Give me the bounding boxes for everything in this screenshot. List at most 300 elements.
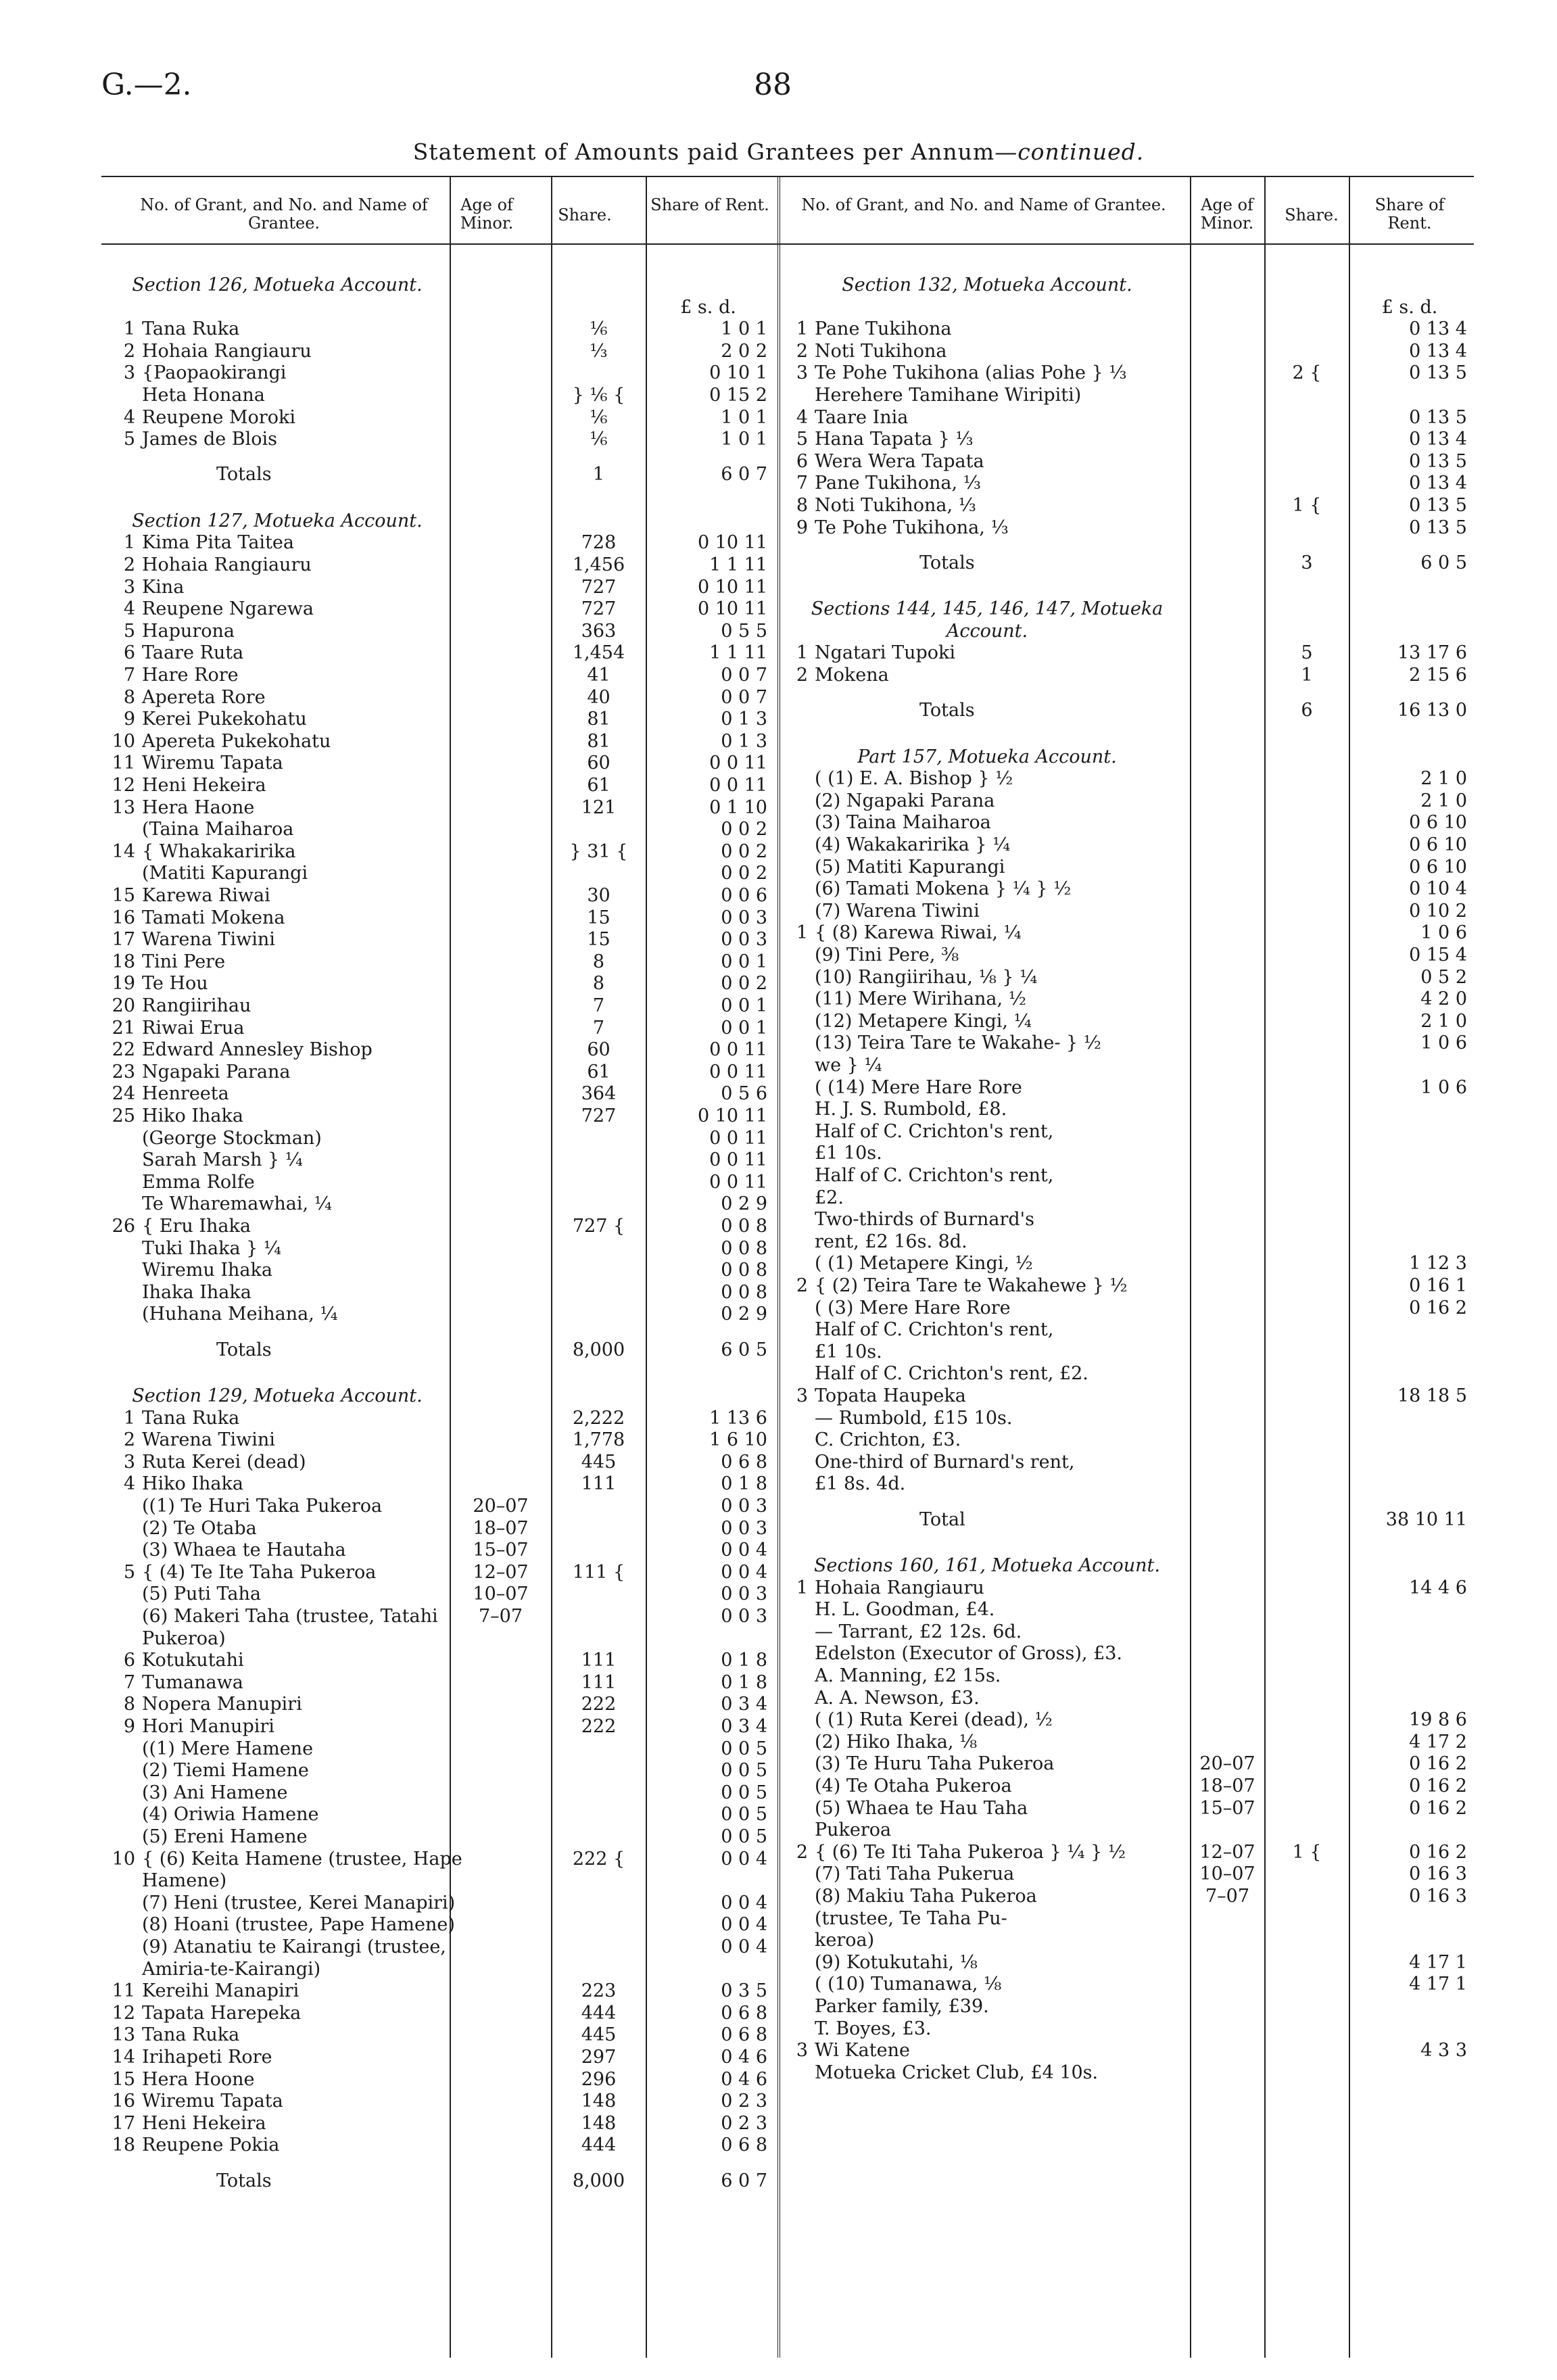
rent-amount: 0 0 11	[709, 1149, 767, 1171]
grantee-share: 222	[581, 1716, 617, 1738]
minor-age: 15–07	[473, 1540, 529, 1561]
rent-amount: 0 16 2	[1409, 1797, 1467, 1819]
rent-amount: 2 1 0	[1420, 768, 1467, 790]
grantee-share: 728	[581, 532, 617, 554]
rent-amount: 0 6 10	[1409, 812, 1467, 834]
grantee-name: { (6) Keita Hamene (trustee, Hape	[142, 1848, 462, 1870]
rent-amount: 0 0 8	[721, 1260, 767, 1281]
rent-amount: 0 0 4	[721, 1914, 767, 1936]
left-share-divider	[551, 177, 552, 2358]
grant-number: 14	[112, 2047, 135, 2068]
rent-amount: 0 0 3	[721, 929, 767, 951]
grantee-name: Edward Annesley Bishop	[142, 1039, 373, 1061]
minor-age: 18–07	[473, 1517, 529, 1539]
currency-header: £ s. d.	[1381, 296, 1438, 318]
rent-amount: 0 13 5	[1409, 495, 1467, 516]
right-rent-divider	[1349, 177, 1350, 2358]
grant-number: 12	[112, 2002, 135, 2024]
grantee-name: ((1) Te Huri Taka Pukeroa	[142, 1496, 383, 1517]
grantee-name: ( (3) Mere Hare Rore	[815, 1297, 1011, 1318]
rent-amount: 0 4 6	[721, 2068, 767, 2090]
grant-number: 25	[112, 1105, 135, 1127]
grantee-share: 41	[587, 665, 610, 686]
grant-number: 5	[123, 620, 135, 642]
minor-age: 7–07	[478, 1606, 523, 1627]
minor-age: 20–07	[473, 1496, 529, 1517]
grant-number: 3	[796, 362, 808, 384]
totals-share: 8,000	[572, 1339, 625, 1360]
rent-amount: 4 3 3	[1420, 2040, 1467, 2062]
totals-rent: 16 13 0	[1397, 700, 1467, 721]
rent-amount: 0 16 3	[1409, 1886, 1467, 1907]
grant-number: 7	[796, 473, 808, 494]
grantee-share: 1,456	[572, 554, 625, 576]
rent-amount: 0 1 3	[721, 709, 767, 730]
grant-number: 8	[123, 1694, 135, 1715]
grantee-name: { Eru Ihaka	[142, 1216, 251, 1237]
section-heading: Account.	[946, 620, 1028, 642]
rent-amount: 0 4 6	[721, 2047, 767, 2068]
grant-number: 16	[112, 907, 135, 928]
grantee-name: Heni Hekeira	[142, 775, 266, 796]
grantee-name: Te Pohe Tukihona (alias Pohe } ⅓	[815, 362, 1127, 384]
grantee-name: Wi Katene	[815, 2040, 910, 2062]
grantee-share: 15	[587, 929, 610, 951]
rent-amount: 18 18 5	[1397, 1385, 1467, 1407]
grant-number: 8	[123, 686, 135, 708]
minor-age: 18–07	[1199, 1776, 1255, 1797]
rent-amount: 0 0 11	[709, 1061, 767, 1082]
grantee-name: Te Hou	[142, 973, 208, 995]
totals-rent: 6 0 5	[1420, 552, 1467, 573]
rent-amount: 0 0 4	[721, 1561, 767, 1583]
totals-rent: 38 10 11	[1385, 1508, 1467, 1530]
rent-amount: 0 0 1	[721, 1017, 767, 1039]
section-heading: Section 129, Motueka Account.	[132, 1385, 423, 1407]
rent-amount: 0 1 8	[721, 1473, 767, 1495]
grantee-share: } 31 {	[569, 840, 628, 862]
grant-number: 4	[123, 1473, 135, 1495]
grantee-name: A. Manning, £2 15s.	[815, 1665, 1001, 1687]
header-rule	[101, 243, 1474, 245]
rent-amount: 1 1 11	[709, 554, 767, 576]
grantee-share: } ⅙ {	[572, 385, 625, 406]
rent-amount: 0 16 2	[1409, 1776, 1467, 1797]
grantee-name: Tini Pere	[142, 951, 226, 972]
section-heading: Sections 160, 161, Motueka Account.	[814, 1555, 1160, 1577]
grantee-name: Nopera Manupiri	[142, 1694, 302, 1715]
grantee-name: (trustee, Te Taha Pu-	[815, 1907, 1007, 1929]
grantee-name: Amiria-te-Kairangi)	[142, 1958, 321, 1980]
top-rule	[101, 176, 1474, 177]
grant-number: 4	[123, 406, 135, 428]
grantee-name: Wiremu Ihaka	[142, 1260, 272, 1281]
grantee-name: Emma Rolfe	[142, 1171, 255, 1193]
grantee-name: Taare Ruta	[142, 642, 244, 664]
grant-number: 1	[796, 922, 808, 944]
grantee-name: Edelston (Executor of Gross), £3.	[815, 1643, 1123, 1665]
grantee-name: Hohaia Rangiauru	[142, 554, 312, 576]
left-col-age-header: Age of Minor.	[460, 195, 514, 233]
right-col-age-header: Age of Minor.	[1200, 195, 1254, 233]
grant-number: 2	[123, 340, 135, 362]
rent-amount: 1 0 6	[1420, 1032, 1467, 1054]
grantee-name: Taare Inia	[815, 406, 909, 428]
grantee-share: 727	[581, 576, 617, 598]
grant-number: 6	[123, 1650, 135, 1671]
grantee-name: (4) Te Otaha Pukeroa	[815, 1776, 1012, 1797]
rent-amount: 4 17 1	[1409, 1951, 1467, 1973]
rent-amount: 0 1 3	[721, 730, 767, 752]
grant-number: 18	[112, 951, 135, 972]
grantee-name: Tana Ruka	[142, 1407, 240, 1429]
grantee-name: (10) Rangiirihau, ⅛ } ¼	[815, 966, 1038, 988]
grantee-name: Henreeta	[142, 1083, 229, 1105]
rent-amount: 2 15 6	[1409, 665, 1467, 686]
grant-number: 10	[112, 730, 135, 752]
rent-amount: 1 0 6	[1420, 922, 1467, 944]
grantee-name: Half of C. Crichton's rent,	[815, 1120, 1054, 1142]
grantee-name: Heni Hekeira	[142, 2112, 266, 2134]
minor-age: 10–07	[473, 1584, 529, 1605]
totals-label: Totals	[919, 552, 975, 573]
rent-amount: 1 0 1	[721, 406, 767, 428]
grantee-name: Half of C. Crichton's rent,	[815, 1165, 1054, 1187]
grantee-name: Hiko Ihaka	[142, 1105, 243, 1127]
grantee-share: 1 {	[1292, 1841, 1322, 1863]
grantee-name: (4) Oriwia Hamene	[142, 1804, 319, 1826]
grant-number: 1	[123, 1407, 135, 1429]
grantee-name: (5) Puti Taha	[142, 1584, 261, 1605]
grantee-share: 2 {	[1292, 362, 1322, 384]
totals-label: Totals	[919, 700, 975, 721]
grantee-share: 727 {	[572, 1216, 625, 1237]
rent-amount: 0 6 8	[721, 1451, 767, 1473]
grantee-share: 363	[581, 620, 617, 642]
rent-amount: 0 5 2	[1420, 966, 1467, 988]
grantee-name: Heta Honana	[142, 385, 265, 406]
grantee-share: 60	[587, 753, 610, 774]
grantee-name: {Paopaokirangi	[142, 362, 287, 384]
grantee-name: Warena Tiwini	[142, 1429, 275, 1451]
rent-amount: 0 2 3	[721, 2112, 767, 2134]
rent-amount: 0 0 8	[721, 1216, 767, 1237]
grantee-name: (George Stockman)	[142, 1127, 322, 1149]
grantee-name: Hamene)	[142, 1870, 227, 1892]
rent-amount: 0 0 1	[721, 951, 767, 972]
grantee-name: Half of C. Crichton's rent,	[815, 1319, 1054, 1341]
rent-amount: 0 0 4	[721, 1892, 767, 1913]
grantee-share: 60	[587, 1039, 610, 1061]
rent-amount: 2 0 2	[721, 340, 767, 362]
grant-number: 6	[796, 450, 808, 472]
grantee-name: — Rumbold, £15 10s.	[815, 1407, 1013, 1429]
grant-number: 21	[112, 1017, 135, 1039]
grantee-share: 111	[581, 1650, 617, 1671]
rent-amount: 0 0 11	[709, 775, 767, 796]
rent-amount: 0 5 6	[721, 1083, 767, 1105]
totals-share: 3	[1301, 552, 1313, 573]
rent-amount: 0 16 2	[1409, 1753, 1467, 1775]
grantee-name: (Taina Maiharoa	[142, 819, 294, 840]
grant-number: 13	[112, 2024, 135, 2046]
grantee-name: Tana Ruka	[142, 318, 240, 340]
grantee-name: (3) Whaea te Hautaha	[142, 1540, 346, 1561]
grantee-name: One-third of Burnard's rent,	[815, 1451, 1075, 1473]
grantee-name: Half of C. Crichton's rent, £2.	[815, 1363, 1088, 1385]
grant-number: 3	[123, 576, 135, 598]
rent-amount: 0 0 2	[721, 819, 767, 840]
grantee-name: £1 8s. 4d.	[815, 1473, 906, 1495]
rent-amount: 1 1 11	[709, 642, 767, 664]
grantee-share: 7	[592, 1017, 605, 1039]
grantee-name: Apereta Rore	[142, 686, 266, 708]
grantee-name: C. Crichton, £3.	[815, 1429, 961, 1451]
grant-number: 22	[112, 1039, 135, 1061]
grant-number: 23	[112, 1061, 135, 1082]
grant-number: 9	[123, 1716, 135, 1738]
rent-amount: 1 0 6	[1420, 1076, 1467, 1098]
grantee-share: 30	[587, 885, 610, 907]
grantee-name: (Matiti Kapurangi	[142, 863, 308, 884]
grantee-share: 8	[592, 973, 605, 995]
totals-share: 1	[592, 464, 605, 485]
page-title	[0, 139, 1557, 165]
grantee-share: 61	[587, 775, 610, 796]
rent-amount: 0 0 11	[709, 1127, 767, 1149]
rent-amount: 0 3 4	[721, 1694, 767, 1715]
grantee-name: (3) Ani Hamene	[142, 1782, 288, 1803]
rent-amount: 0 0 8	[721, 1237, 767, 1259]
rent-amount: 0 0 3	[721, 1606, 767, 1627]
grantee-name: (9) Kotukutahi, ⅛	[815, 1951, 978, 1973]
grantee-name: £2.	[815, 1187, 844, 1208]
rent-amount: 13 17 6	[1397, 642, 1467, 664]
rent-amount: 0 10 11	[697, 576, 767, 598]
rent-amount: 2 1 0	[1420, 790, 1467, 811]
rent-amount: 0 6 8	[721, 2024, 767, 2046]
grantee-share: 5	[1301, 642, 1313, 664]
grant-number: 11	[112, 1980, 135, 2002]
grant-number: 15	[112, 885, 135, 907]
grant-number: 3	[796, 1385, 808, 1407]
totals-label: Totals	[216, 464, 272, 485]
grant-number: 7	[123, 1671, 135, 1693]
rent-amount: 0 13 4	[1409, 473, 1467, 494]
grant-number: 5	[123, 1561, 135, 1583]
grant-number: 14	[112, 840, 135, 862]
left-age-divider	[450, 177, 451, 2358]
grantee-name: Hohaia Rangiauru	[815, 1577, 984, 1598]
left-col-share-header: Share.	[558, 206, 612, 224]
grant-number: 17	[112, 929, 135, 951]
rent-amount: 0 0 3	[721, 1584, 767, 1605]
rent-amount: 0 5 5	[721, 620, 767, 642]
currency-header: £ s. d.	[680, 296, 736, 318]
grantee-name: Tumanawa	[142, 1671, 243, 1693]
rent-amount: 0 0 4	[721, 1936, 767, 1958]
rent-amount: 0 2 9	[721, 1304, 767, 1325]
rent-amount: 0 3 5	[721, 1980, 767, 2002]
grantee-share: 81	[587, 730, 610, 752]
grantee-name: Hare Rore	[142, 665, 239, 686]
grantee-share: 61	[587, 1061, 610, 1082]
grant-number: 12	[112, 775, 135, 796]
grantee-name: Pane Tukihona	[815, 318, 952, 340]
grant-number: 1	[796, 1577, 808, 1598]
grantee-share: 444	[581, 2135, 617, 2156]
rent-amount: 0 0 4	[721, 1848, 767, 1870]
grantee-name: (3) Te Huru Taha Pukeroa	[815, 1753, 1055, 1775]
grantee-name: Kotukutahi	[142, 1650, 244, 1671]
grantee-name: Kereihi Manapiri	[142, 1980, 300, 2002]
grantee-share: 364	[581, 1083, 617, 1105]
grant-number: 20	[112, 995, 135, 1017]
grantee-name: Pukeroa)	[142, 1627, 226, 1649]
grantee-name: Apereta Pukekohatu	[142, 730, 331, 752]
grantee-name: (8) Hoani (trustee, Pape Hamene)	[142, 1914, 455, 1936]
grantee-name: Tamati Mokena	[142, 907, 285, 928]
rent-amount: 0 2 9	[721, 1193, 767, 1215]
rent-amount: 0 10 1	[709, 362, 767, 384]
grantee-name: Hera Haone	[142, 796, 255, 818]
rent-amount: 0 0 5	[721, 1760, 767, 1782]
grantee-name: Noti Tukihona	[815, 340, 947, 362]
grant-number: 24	[112, 1083, 135, 1105]
grantee-name: H. J. S. Rumbold, £8.	[815, 1099, 1007, 1120]
rent-amount: 0 0 11	[709, 1171, 767, 1193]
grantee-name: ( (10) Tumanawa, ⅛	[815, 1974, 1002, 1995]
rent-amount: 0 3 4	[721, 1716, 767, 1738]
grantee-share: 111	[581, 1671, 617, 1693]
grantee-name: (7) Warena Tiwini	[815, 900, 980, 922]
grantee-name: (3) Taina Maiharoa	[815, 812, 991, 834]
grantee-name: Tapata Harepeka	[142, 2002, 302, 2024]
grant-number: 3	[123, 362, 135, 384]
left-col-grant-header: No. of Grant, and No. and Name of Grantee.	[140, 195, 428, 233]
grantee-name: rent, £2 16s. 8d.	[815, 1231, 967, 1252]
grantee-name: Ihaka Ihaka	[142, 1281, 251, 1303]
grantee-share: 1,778	[572, 1429, 625, 1451]
right-col-grant-header: No. of Grant, and No. and Name of Grantee.	[801, 195, 1166, 214]
grant-number: 2	[796, 1275, 808, 1297]
rent-amount: 0 0 2	[721, 863, 767, 884]
minor-age: 20–07	[1199, 1753, 1255, 1775]
rent-amount: 4 17 1	[1409, 1974, 1467, 1995]
grant-number: 4	[796, 406, 808, 428]
rent-amount: 0 0 7	[721, 686, 767, 708]
rent-amount: 0 0 8	[721, 1281, 767, 1303]
grantee-name: (2) Tiemi Hamene	[142, 1760, 309, 1782]
minor-age: 12–07	[1199, 1841, 1255, 1863]
grant-number: 1	[796, 642, 808, 664]
grantee-name: Ngatari Tupoki	[815, 642, 956, 664]
grant-number: 2	[796, 1841, 808, 1863]
rent-amount: 0 16 1	[1409, 1275, 1467, 1297]
grant-number: 5	[796, 429, 808, 450]
grantee-name: Tuki Ihaka } ¼	[142, 1237, 282, 1259]
grant-number: 15	[112, 2068, 135, 2090]
rent-amount: 0 16 2	[1409, 1841, 1467, 1863]
grantee-share: 15	[587, 907, 610, 928]
grantee-name: (9) Atanatiu te Kairangi (trustee,	[142, 1936, 446, 1958]
grant-number: 19	[112, 973, 135, 995]
rent-amount: 0 0 11	[709, 753, 767, 774]
grant-number: 13	[112, 796, 135, 818]
grantee-share: 1	[1301, 665, 1313, 686]
rent-amount: 0 6 8	[721, 2002, 767, 2024]
grant-number: 8	[796, 495, 808, 516]
grantee-name: (7) Tati Taha Pukerua	[815, 1863, 1015, 1885]
rent-amount: 1 12 3	[1409, 1253, 1467, 1275]
grantee-share: ⅙	[590, 406, 608, 428]
grantee-name: Sarah Marsh } ¼	[142, 1149, 303, 1171]
grantee-name: Reupene Pokia	[142, 2135, 280, 2156]
totals-label: Totals	[216, 1339, 272, 1360]
grantee-name: Wiremu Tapata	[142, 753, 283, 774]
rent-amount: 0 15 4	[1409, 945, 1467, 966]
grant-number: 2	[123, 554, 135, 576]
rent-amount: 0 15 2	[709, 385, 767, 406]
grantee-name: Kerei Pukekohatu	[142, 709, 307, 730]
right-col-share-header: Share.	[1285, 206, 1339, 224]
document-code: G.—2.	[101, 68, 192, 102]
grantee-name: ( (14) Mere Hare Rore	[815, 1076, 1022, 1098]
grantee-share: 111 {	[572, 1561, 625, 1583]
rent-amount: 0 13 5	[1409, 362, 1467, 384]
grantee-name: Warena Tiwini	[142, 929, 275, 951]
section-heading: Section 127, Motueka Account.	[132, 510, 423, 531]
minor-age: 10–07	[1199, 1863, 1255, 1885]
rent-amount: 0 16 2	[1409, 1297, 1467, 1318]
left-rent-divider	[646, 177, 647, 2358]
totals-rent: 6 0 7	[721, 2170, 767, 2191]
grantee-name: keroa)	[815, 1930, 875, 1951]
grantee-name: (5) Ereni Hamene	[142, 1826, 308, 1848]
grantee-name: (5) Whaea te Hau Taha	[815, 1797, 1028, 1819]
right-share-divider	[1264, 177, 1266, 2358]
grantee-name: Te Pohe Tukihona, ⅓	[815, 517, 1009, 538]
grantee-share: ⅙	[590, 318, 608, 340]
grantee-share: 2,222	[572, 1407, 625, 1429]
grantee-share: ⅙	[590, 429, 608, 450]
grant-number: 3	[123, 1451, 135, 1473]
grantee-share: 297	[581, 2047, 617, 2068]
grantee-name: ((1) Mere Hamene	[142, 1738, 314, 1759]
totals-share: 6	[1301, 700, 1313, 721]
section-heading: Part 157, Motueka Account.	[857, 746, 1117, 767]
rent-amount: 0 10 4	[1409, 878, 1467, 900]
grantee-name: Karewa Riwai	[142, 885, 270, 907]
rent-amount: 0 0 4	[721, 1540, 767, 1561]
grantee-name: Two-thirds of Burnard's	[815, 1209, 1034, 1231]
grant-number: 1	[796, 318, 808, 340]
rent-amount: 0 0 2	[721, 840, 767, 862]
grantee-name: Parker family, £39.	[815, 1996, 989, 2018]
grantee-name: T. Boyes, £3.	[815, 2018, 932, 2039]
grantee-name: Hori Manupiri	[142, 1716, 274, 1738]
grantee-name: Wiremu Tapata	[142, 2091, 283, 2112]
grantee-name: (2) Te Otaba	[142, 1517, 257, 1539]
grantee-name: Kima Pita Taitea	[142, 532, 294, 554]
grantee-share: 8	[592, 951, 605, 972]
grantee-name: Ngapaki Parana	[142, 1061, 291, 1082]
grantee-share: 1 {	[1292, 495, 1322, 516]
rent-amount: 0 10 11	[697, 532, 767, 554]
grantee-name: (9) Tini Pere, ⅜	[815, 945, 959, 966]
grant-number: 7	[123, 665, 135, 686]
rent-amount: 0 6 10	[1409, 834, 1467, 856]
